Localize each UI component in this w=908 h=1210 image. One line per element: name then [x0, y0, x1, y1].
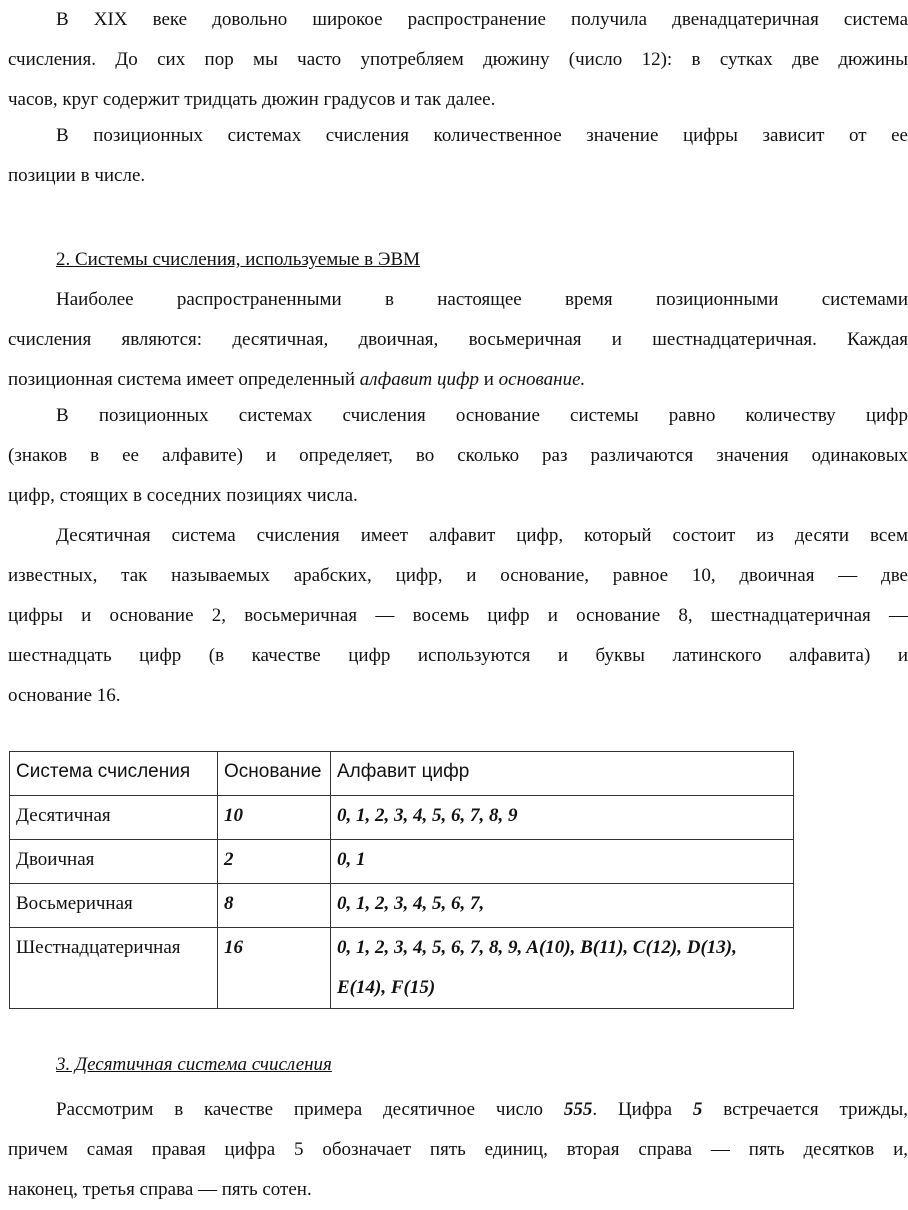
text-fragment: Рассмотрим в качестве примера десятичное число [56, 1099, 564, 1120]
text-line: В позиционных системах счисления основание системы равно количеству цифр [56, 405, 908, 426]
paragraph-common-systems [8, 280, 908, 400]
table-cell [331, 928, 794, 1009]
table-row [10, 884, 794, 928]
text-line: шестнадцать цифр (в качестве цифр используются и буквы латинского алфавита) и [8, 645, 908, 666]
cell-line: 0, 1, 2, 3, 4, 5, 6, 7, 8, 9, A(10), B(11), C(12), D(13), [337, 937, 737, 958]
table-cell: Двоичная [10, 840, 218, 884]
header-cell-system: Система счисления [10, 752, 218, 796]
table-cell: 0, 1, 2, 3, 4, 5, 6, 7, [331, 884, 794, 928]
table-cell: 10 [218, 796, 331, 840]
text-line: В позиционных системах счисления количественное значение цифры зависит от ее [56, 125, 908, 146]
header-cell-base: Основание [218, 752, 331, 796]
table-row [10, 928, 794, 1009]
text-line: цифры и основание 2, восьмеричная — восемь цифр и основание 8, шестнадцатеричная — [8, 605, 908, 626]
text-line: счисления. До сих пор мы часто употребляем дюжину (число 12): в сутках две дюжины [8, 49, 908, 70]
section-heading-3: 3. Десятичная система счисления [56, 1054, 332, 1075]
bold-number: 555 [563, 1099, 593, 1120]
table-cell: Восьмеричная [10, 884, 218, 928]
section-heading-2: 2. Системы счисления, используемые в ЭВМ [56, 249, 421, 270]
paragraph-positional [8, 116, 908, 196]
table-cell: 16 [218, 928, 331, 1009]
paragraph-decimal-example [8, 1090, 908, 1210]
table-cell: Шестнадцатеричная [10, 928, 218, 1009]
text-line: В XIX веке довольно широкое распространение получила двенадцатеричная система [56, 9, 908, 30]
text-line: основание 16. [8, 685, 121, 706]
paragraph-duodecimal [8, 0, 908, 120]
table-cell: 2 [218, 840, 331, 884]
bold-number: 5 [692, 1099, 703, 1120]
header-cell-alphabet: Алфавит цифр [331, 752, 794, 796]
paragraph-base-definition [8, 396, 908, 516]
text-fragment: . Цифра [592, 1099, 693, 1120]
text-line: наконец, третья справа — пять сотен. [8, 1179, 312, 1200]
table-cell: Десятичная [10, 796, 218, 840]
text-fragment: позиционная система имеет определенный [8, 369, 360, 390]
table-cell: 8 [218, 884, 331, 928]
text-line: известных, так называемых арабских, цифр, и основание, равное 10, двоичная — две [8, 565, 908, 586]
text-line [8, 1090, 908, 1130]
text-line [8, 360, 908, 400]
text-line: счисления являются: десятичная, двоичная, восьмеричная и шестнадцатеричная. Каждая [8, 329, 908, 350]
emphasis-term: алфавит цифр [359, 369, 479, 390]
text-line: Десятичная система счисления имеет алфавит цифр, который состоит из десяти всем [56, 525, 908, 546]
table-row [10, 796, 794, 840]
number-systems-table [9, 751, 794, 1009]
cell-line: E(14), F(15) [337, 977, 436, 998]
table-cell: 0, 1, 2, 3, 4, 5, 6, 7, 8, 9 [331, 796, 794, 840]
text-line: причем самая правая цифра 5 обозначает пять единиц, вторая справа — пять десятков и, [8, 1139, 908, 1160]
paragraph-alphabets [8, 516, 908, 716]
emphasis-term: основание. [498, 369, 586, 390]
table-row [10, 840, 794, 884]
text-line: (знаков в ее алфавите) и определяет, во сколько раз различаются значения одинаковых [8, 445, 908, 466]
text-fragment: встречается трижды, [702, 1099, 908, 1120]
text-line: часов, круг содержит тридцать дюжин градусов и так далее. [8, 89, 496, 110]
text-fragment: и [479, 369, 499, 390]
text-line: Наиболее распространенными в настоящее время позиционными системами [56, 289, 908, 310]
text-line: цифр, стоящих в соседних позициях числа. [8, 485, 358, 506]
text-line: позиции в числе. [8, 165, 146, 186]
table-header-row [10, 752, 794, 796]
table-cell: 0, 1 [331, 840, 794, 884]
